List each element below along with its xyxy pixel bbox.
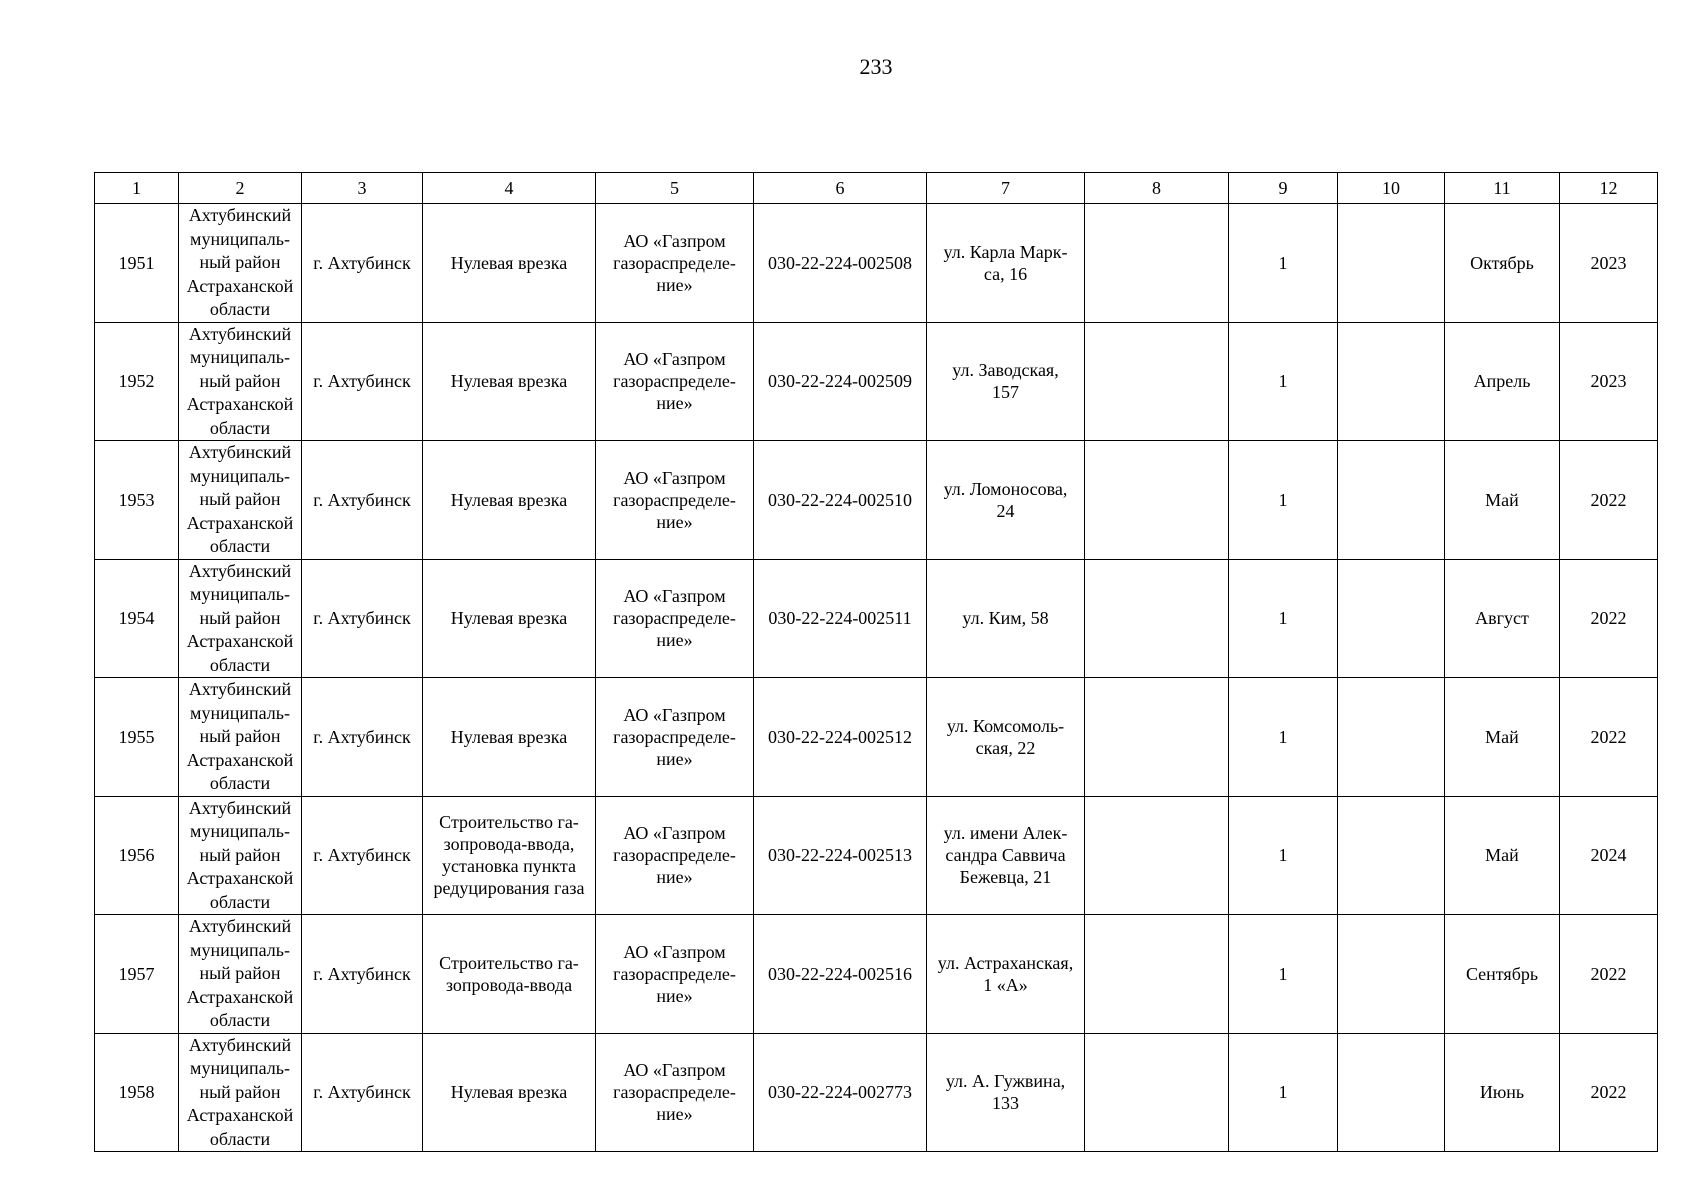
month-cell: Май [1445,678,1560,797]
header-cell: 12 [1560,173,1658,204]
column-10-cell [1338,322,1445,441]
header-cell: 4 [423,173,596,204]
header-cell: 1 [95,173,179,204]
month-cell: Июнь [1445,1033,1560,1152]
row-number-cell: 1951 [95,204,179,323]
column-8-cell [1085,204,1229,323]
table-row [95,915,1658,1034]
city-cell: г. Ахтубинск [302,322,423,441]
work-type-cell: Строительство га- зопровода-ввода, установка пункта редуцирования газа [423,796,596,915]
register-table [94,172,1658,1152]
month-cell: Апрель [1445,322,1560,441]
table-header [95,173,1658,204]
table-row [95,322,1658,441]
column-8-cell [1085,559,1229,678]
table-row [95,1033,1658,1152]
year-cell: 2022 [1560,915,1658,1034]
column-8-cell [1085,1033,1229,1152]
row-number-cell: 1953 [95,441,179,560]
address-cell: ул. Ким, 58 [927,559,1085,678]
organization-cell: АО «Газпром газораспределе- ние» [596,322,754,441]
city-cell: г. Ахтубинск [302,441,423,560]
year-cell: 2024 [1560,796,1658,915]
organization-cell: АО «Газпром газораспределе- ние» [596,441,754,560]
column-10-cell [1338,915,1445,1034]
header-row [95,173,1658,204]
year-cell: 2022 [1560,678,1658,797]
city-cell: г. Ахтубинск [302,678,423,797]
address-cell: ул. Комсомоль- ская, 22 [927,678,1085,797]
district-cell: Ахтубинский муниципаль- ный район Астраханской области [179,915,302,1034]
address-cell: ул. А. Гужвина, 133 [927,1033,1085,1152]
quantity-cell: 1 [1229,441,1338,560]
work-type-cell: Нулевая врезка [423,678,596,797]
address-cell: ул. имени Алек- сандра Саввича Бежевца, 21 [927,796,1085,915]
month-cell: Май [1445,796,1560,915]
organization-cell: АО «Газпром газораспределе- ние» [596,204,754,323]
city-cell: г. Ахтубинск [302,1033,423,1152]
row-number-cell: 1958 [95,1033,179,1152]
organization-cell: АО «Газпром газораспределе- ние» [596,1033,754,1152]
quantity-cell: 1 [1229,559,1338,678]
district-cell: Ахтубинский муниципаль- ный район Астраханской области [179,1033,302,1152]
quantity-cell: 1 [1229,915,1338,1034]
table-row [95,796,1658,915]
address-cell: ул. Ломоносова, 24 [927,441,1085,560]
header-cell: 3 [302,173,423,204]
header-cell: 5 [596,173,754,204]
column-8-cell [1085,678,1229,797]
month-cell: Октябрь [1445,204,1560,323]
district-cell: Ахтубинский муниципаль- ный район Астраханской области [179,322,302,441]
year-cell: 2023 [1560,204,1658,323]
city-cell: г. Ахтубинск [302,559,423,678]
row-number-cell: 1955 [95,678,179,797]
city-cell: г. Ахтубинск [302,796,423,915]
column-8-cell [1085,441,1229,560]
district-cell: Ахтубинский муниципаль- ный район Астраханской области [179,204,302,323]
year-cell: 2023 [1560,322,1658,441]
header-cell: 8 [1085,173,1229,204]
quantity-cell: 1 [1229,204,1338,323]
column-10-cell [1338,796,1445,915]
column-10-cell [1338,678,1445,797]
quantity-cell: 1 [1229,796,1338,915]
row-number-cell: 1957 [95,915,179,1034]
city-cell: г. Ахтубинск [302,915,423,1034]
column-10-cell [1338,559,1445,678]
year-cell: 2022 [1560,441,1658,560]
work-type-cell: Нулевая врезка [423,204,596,323]
work-type-cell: Нулевая врезка [423,559,596,678]
year-cell: 2022 [1560,559,1658,678]
row-number-cell: 1954 [95,559,179,678]
object-code-cell: 030-22-224-002516 [754,915,927,1034]
header-cell: 2 [179,173,302,204]
column-10-cell [1338,204,1445,323]
object-code-cell: 030-22-224-002513 [754,796,927,915]
table-row [95,678,1658,797]
object-code-cell: 030-22-224-002511 [754,559,927,678]
table-row [95,441,1658,560]
address-cell: ул. Заводская, 157 [927,322,1085,441]
organization-cell: АО «Газпром газораспределе- ние» [596,559,754,678]
column-8-cell [1085,915,1229,1034]
quantity-cell: 1 [1229,1033,1338,1152]
column-10-cell [1338,441,1445,560]
table-body [95,204,1658,1152]
month-cell: Май [1445,441,1560,560]
object-code-cell: 030-22-224-002510 [754,441,927,560]
header-cell: 10 [1338,173,1445,204]
month-cell: Август [1445,559,1560,678]
page-number: 233 [859,54,893,79]
column-10-cell [1338,1033,1445,1152]
header-cell: 6 [754,173,927,204]
object-code-cell: 030-22-224-002509 [754,322,927,441]
district-cell: Ахтубинский муниципаль- ный район Астраханской области [179,559,302,678]
address-cell: ул. Астраханская, 1 «А» [927,915,1085,1034]
work-type-cell: Нулевая врезка [423,1033,596,1152]
header-cell: 9 [1229,173,1338,204]
city-cell: г. Ахтубинск [302,204,423,323]
quantity-cell: 1 [1229,322,1338,441]
work-type-cell: Нулевая врезка [423,322,596,441]
column-8-cell [1085,796,1229,915]
organization-cell: АО «Газпром газораспределе- ние» [596,678,754,797]
row-number-cell: 1952 [95,322,179,441]
table-row [95,559,1658,678]
object-code-cell: 030-22-224-002508 [754,204,927,323]
year-cell: 2022 [1560,1033,1658,1152]
column-8-cell [1085,322,1229,441]
organization-cell: АО «Газпром газораспределе- ние» [596,796,754,915]
organization-cell: АО «Газпром газораспределе- ние» [596,915,754,1034]
work-type-cell: Нулевая врезка [423,441,596,560]
district-cell: Ахтубинский муниципаль- ный район Астраханской области [179,441,302,560]
work-type-cell: Строительство га- зопровода-ввода [423,915,596,1034]
object-code-cell: 030-22-224-002512 [754,678,927,797]
table-row [95,204,1658,323]
district-cell: Ахтубинский муниципаль- ный район Астраханской области [179,678,302,797]
address-cell: ул. Карла Марк- са, 16 [927,204,1085,323]
month-cell: Сентябрь [1445,915,1560,1034]
district-cell: Ахтубинский муниципаль- ный район Астраханской области [179,796,302,915]
header-cell: 11 [1445,173,1560,204]
object-code-cell: 030-22-224-002773 [754,1033,927,1152]
quantity-cell: 1 [1229,678,1338,797]
row-number-cell: 1956 [95,796,179,915]
header-cell: 7 [927,173,1085,204]
